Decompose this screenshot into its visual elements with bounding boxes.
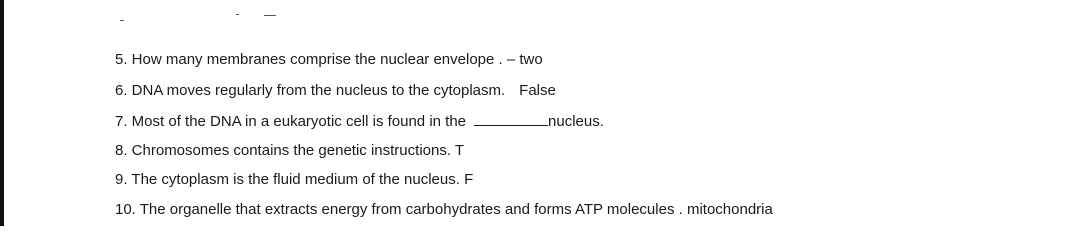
question-7-text: 7. Most of the DNA in a eukaryotic cell is found in the [115,113,467,130]
question-7 [115,112,604,131]
scan-speck [120,20,124,21]
question-6 [115,82,556,100]
question-7-text-end: nucleus. [548,113,604,130]
answer-blank [474,112,548,126]
question-8-text: 8. Chromosomes contains the genetic instructions. T [115,142,465,159]
question-10-text: 10. The organelle that extracts energy from carbohydrates and forms ATP molecules . mitochondria [115,201,773,218]
question-9 [115,171,473,189]
question-6-text: 6. DNA moves regularly from the nucleus to the cytoplasm. [115,82,506,99]
question-6-answer: False [519,82,556,99]
question-10 [115,201,773,219]
question-8 [115,142,464,160]
scan-speck [264,15,276,16]
scan-speck [236,14,239,15]
question-5-text: 5. How many membranes comprise the nuclear envelope . – two [115,51,543,68]
left-edge-bar [0,0,4,226]
question-5 [115,51,543,69]
question-9-text: 9. The cytoplasm is the fluid medium of the nucleus. F [115,171,474,188]
